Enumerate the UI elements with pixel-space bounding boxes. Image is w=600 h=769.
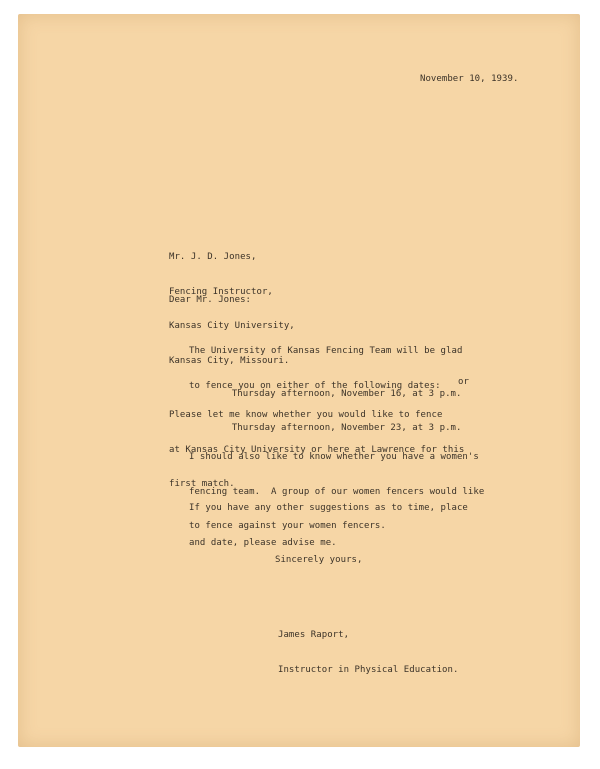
letter-date: November 10, 1939. bbox=[420, 74, 519, 84]
match-date-text: Thursday afternoon, November 16, at 3 p.m. bbox=[231, 388, 462, 399]
address-line: Kansas City University, bbox=[169, 321, 295, 331]
match-date-text: Thursday afternoon, November 23, at 3 p.m. bbox=[231, 423, 462, 433]
address-line: Fencing Instructor, bbox=[169, 286, 273, 297]
paragraph-line: If you have any other suggestions as to time, place bbox=[189, 503, 468, 513]
address-line: Mr. J. D. Jones, bbox=[169, 252, 257, 262]
paragraph-line: Please let me know whether you would like to fence bbox=[169, 410, 443, 420]
signature-block bbox=[278, 607, 458, 699]
paragraph-line: first match. bbox=[169, 479, 235, 489]
paragraph-line: to fence against your women fencers. bbox=[189, 521, 386, 531]
signer-title: Instructor in Physical Education. bbox=[278, 664, 459, 675]
closing: Sincerely yours, bbox=[275, 555, 363, 565]
paragraph-line: The University of Kansas Fencing Team will be glad bbox=[189, 346, 463, 356]
address-line: Kansas City, Missouri. bbox=[169, 355, 290, 366]
signer-name: James Raport, bbox=[278, 630, 350, 640]
salutation: Dear Mr. Jones: bbox=[169, 295, 252, 305]
paragraph-line: to fence you on either of the following dates: bbox=[189, 380, 441, 391]
paragraph-line: I should also like to know whether you have a women's bbox=[189, 452, 479, 462]
paragraph-line: fencing team. A group of our women fencers would like bbox=[189, 486, 485, 497]
match-date-suffix: or bbox=[458, 377, 469, 387]
paragraph-line: at Kansas City University or here at Lawrence for this bbox=[169, 444, 465, 455]
letter-page bbox=[18, 14, 580, 747]
paragraph-line: and date, please advise me. bbox=[189, 537, 337, 548]
